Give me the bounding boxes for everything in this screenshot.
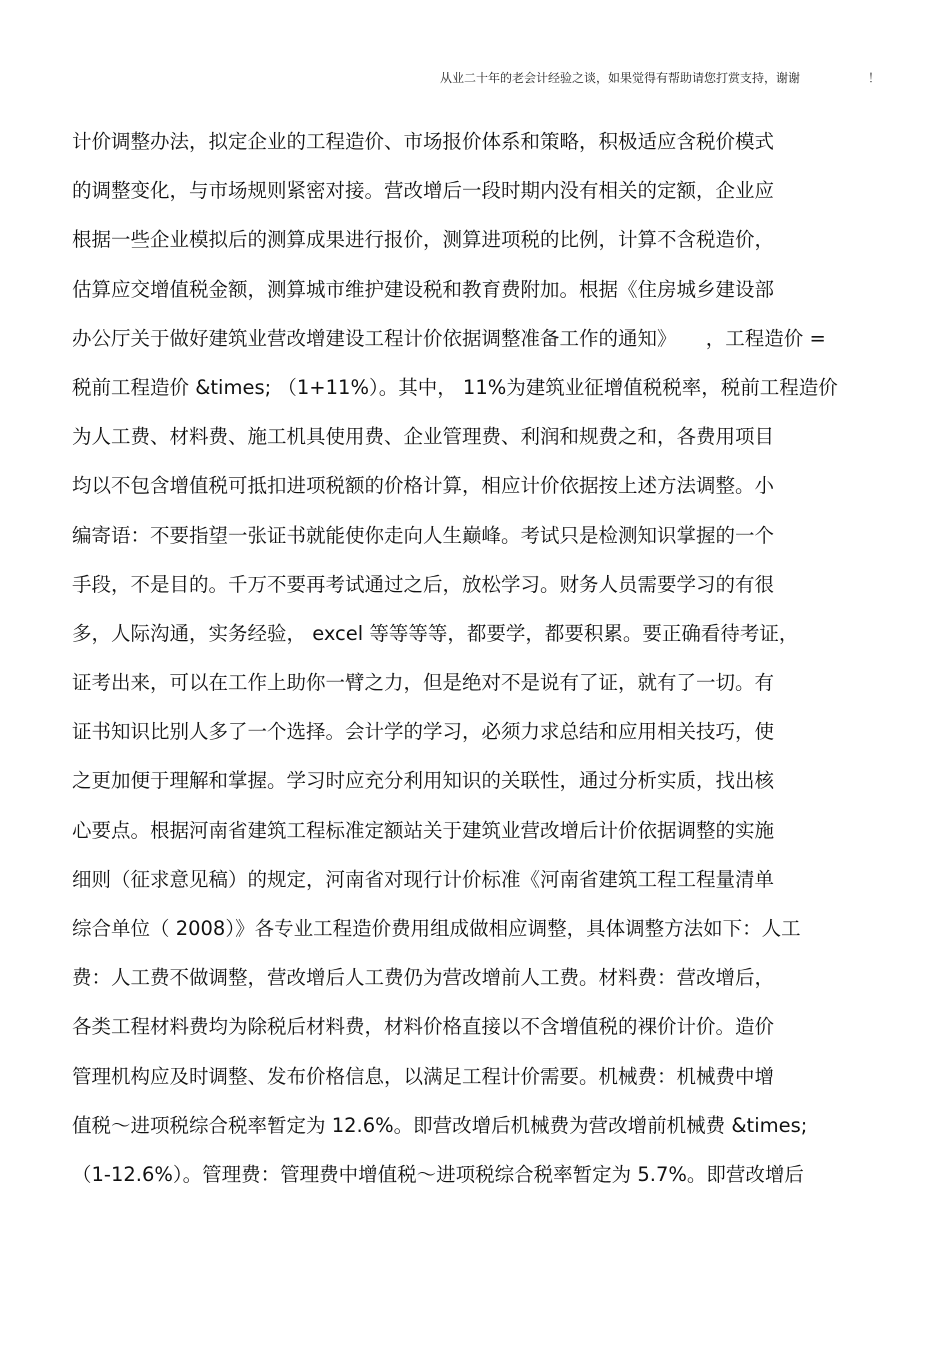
text-line: 之更加便于理解和掌握。学习时应充分利用知识的关联性，通过分析实质，找出核 <box>72 769 775 793</box>
text-line: 心要点。根据河南省建筑工程标准定额站关于建筑业营改增后计价依据调整的实施 <box>72 818 775 842</box>
page-header <box>440 70 880 86</box>
text-line: 多，人际沟通，实务经验， excel 等等等等，都要学，都要积累。要正确看待考证， <box>72 621 799 645</box>
header-text: 从业二十年的老会计经验之谈，如果觉得有帮助请您打赏支持，谢谢 <box>440 71 801 85</box>
text-line: 均以不包含增值税可抵扣进项税额的价格计算，相应计价依据按上述方法调整。小 <box>72 474 775 498</box>
text-line: （1-12.6%）。管理费：管理费中增值税～进项税综合税率暂定为 5.7%。即营改增后 <box>72 1162 804 1186</box>
text-line: 计价调整办法，拟定企业的工程造价、市场报价体系和策略，积极适应含税价模式 <box>72 130 775 153</box>
text-line: 管理机构应及时调整、发布价格信息，以满足工程计价需要。机械费：机械费中增 <box>72 1064 775 1088</box>
text-line: 税前工程造价 &times; （1+11%）。其中， 11%为建筑业征增值税税率，税前工程造价 <box>72 375 838 399</box>
text-line: 证考出来，可以在工作上助你一臂之力，但是绝对不是说有了证，就有了一切。有 <box>72 671 775 695</box>
text-line: 细则（征求意见稿）的规定，河南省对现行计价标准《河南省建筑工程工程量清单 <box>72 867 775 891</box>
text-line: 证书知识比别人多了一个选择。会计学的学习，必须力求总结和应用相关技巧，使 <box>72 720 775 744</box>
text-line: 为人工费、材料费、施工机具使用费、企业管理费、利润和规费之和，各费用项目 <box>72 425 775 449</box>
text-line: 编寄语：不要指望一张证书就能使你走向人生巅峰。考试只是检测知识掌握的一个 <box>72 523 775 547</box>
body-text <box>72 125 892 1207</box>
text-line: 值税～进项税综合税率暂定为 12.6%。即营改增后机械费为营改增前机械费 &times; <box>72 1113 808 1137</box>
text-line: 综合单位（ 2008）》各专业工程造价费用组成做相应调整，具体调整方法如下：人工 <box>72 917 801 940</box>
text-line: 费：人工费不做调整，营改增后人工费仍为营改增前人工费。材料费：营改增后， <box>72 966 775 990</box>
text-line: 手段，不是目的。千万不要再考试通过之后，放松学习。财务人员需要学习的有很 <box>72 572 775 596</box>
text-line: 的调整变化，与市场规则紧密对接。营改增后一段时期内没有相关的定额，企业应 <box>72 179 775 203</box>
text-line: 办公厅关于做好建筑业营改增建设工程计价依据调整准备工作的通知》 ，工程造价 = <box>72 326 826 350</box>
text-line: 各类工程材料费均为除税后材料费，材料价格直接以不含增值税的裸价计价。造价 <box>72 1015 775 1039</box>
text-line: 估算应交增值税金额，测算城市维护建设税和教育费附加。根据《住房城乡建设部 <box>72 277 775 301</box>
text-line: 根据一些企业模拟后的测算成果进行报价，测算进项税的比例，计算不含税造价， <box>72 228 775 252</box>
header-exclaim: ！ <box>867 71 880 85</box>
